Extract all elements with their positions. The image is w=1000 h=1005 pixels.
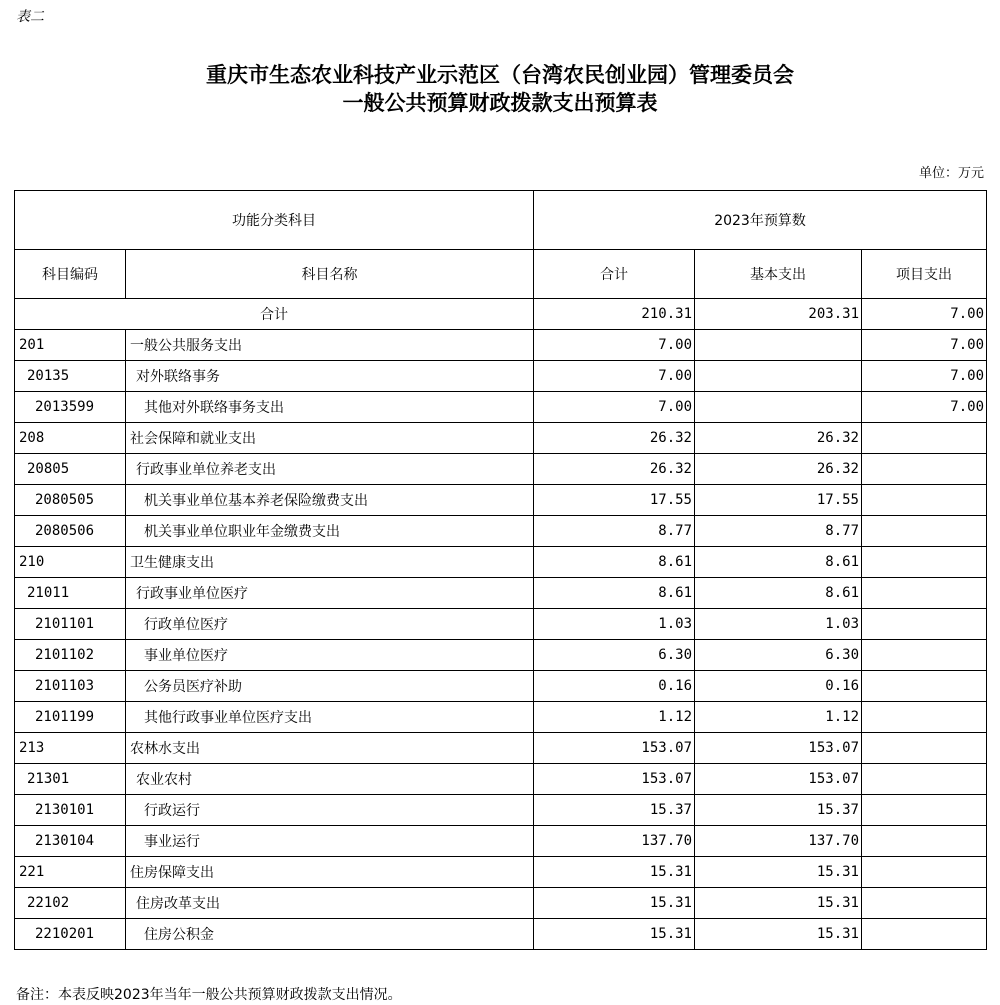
row-name: 农业农村 xyxy=(126,764,534,795)
row-total: 7.00 xyxy=(534,330,695,361)
row-code: 21301 xyxy=(15,764,126,795)
table-number-label: 表二 xyxy=(16,9,44,25)
row-code: 20135 xyxy=(15,361,126,392)
row-code: 2130104 xyxy=(15,826,126,857)
row-project: 7.00 xyxy=(862,392,987,423)
row-name: 行政事业单位医疗 xyxy=(126,578,534,609)
row-name: 对外联络事务 xyxy=(126,361,534,392)
row-project xyxy=(862,795,987,826)
budget-table xyxy=(14,190,987,950)
row-total: 8.61 xyxy=(534,578,695,609)
page-title-line-1: 重庆市生态农业科技产业示范区（台湾农民创业园）管理委员会 xyxy=(206,62,794,87)
row-code: 2101103 xyxy=(15,671,126,702)
row-project xyxy=(862,609,987,640)
row-code: 2130101 xyxy=(15,795,126,826)
row-total: 153.07 xyxy=(534,764,695,795)
table-row xyxy=(15,423,987,454)
row-code: 2080506 xyxy=(15,516,126,547)
row-project xyxy=(862,764,987,795)
row-basic: 8.77 xyxy=(695,516,862,547)
row-project xyxy=(862,857,987,888)
row-name: 其他行政事业单位医疗支出 xyxy=(126,702,534,733)
total-row-label: 合计 xyxy=(15,299,534,330)
header-column-row xyxy=(15,250,987,299)
row-total: 137.70 xyxy=(534,826,695,857)
table-row xyxy=(15,795,987,826)
row-total: 8.77 xyxy=(534,516,695,547)
row-code: 2101199 xyxy=(15,702,126,733)
row-basic: 15.37 xyxy=(695,795,862,826)
table-row xyxy=(15,578,987,609)
row-code: 22102 xyxy=(15,888,126,919)
row-project xyxy=(862,423,987,454)
row-basic xyxy=(695,330,862,361)
row-basic: 1.12 xyxy=(695,702,862,733)
row-project: 7.00 xyxy=(862,361,987,392)
table-row xyxy=(15,609,987,640)
table-row xyxy=(15,361,987,392)
table-row xyxy=(15,888,987,919)
row-total: 8.61 xyxy=(534,547,695,578)
row-code: 213 xyxy=(15,733,126,764)
table-row xyxy=(15,919,987,950)
row-basic: 26.32 xyxy=(695,454,862,485)
row-code: 210 xyxy=(15,547,126,578)
row-total: 0.16 xyxy=(534,671,695,702)
row-total: 1.12 xyxy=(534,702,695,733)
row-code: 2013599 xyxy=(15,392,126,423)
row-name: 事业运行 xyxy=(126,826,534,857)
header-functional-classification: 功能分类科目 xyxy=(15,191,534,250)
row-basic: 15.31 xyxy=(695,919,862,950)
column-header-total: 合计 xyxy=(534,250,695,299)
row-basic xyxy=(695,392,862,423)
footnote: 备注：本表反映2023年当年一般公共预算财政拨款支出情况。 xyxy=(16,987,402,1003)
total-row-total: 210.31 xyxy=(534,299,695,330)
row-total: 7.00 xyxy=(534,392,695,423)
row-basic: 8.61 xyxy=(695,578,862,609)
table-row xyxy=(15,764,987,795)
row-code: 2101102 xyxy=(15,640,126,671)
row-code: 2101101 xyxy=(15,609,126,640)
table-row xyxy=(15,516,987,547)
row-name: 公务员医疗补助 xyxy=(126,671,534,702)
header-group-row xyxy=(15,191,987,250)
table-row xyxy=(15,485,987,516)
row-basic xyxy=(695,361,862,392)
table-row xyxy=(15,733,987,764)
row-name: 行政事业单位养老支出 xyxy=(126,454,534,485)
table-row xyxy=(15,857,987,888)
row-code: 208 xyxy=(15,423,126,454)
row-basic: 8.61 xyxy=(695,547,862,578)
row-basic: 0.16 xyxy=(695,671,862,702)
row-name: 住房保障支出 xyxy=(126,857,534,888)
row-basic: 15.31 xyxy=(695,888,862,919)
row-project xyxy=(862,919,987,950)
row-name: 农林水支出 xyxy=(126,733,534,764)
row-name: 事业单位医疗 xyxy=(126,640,534,671)
header-budget-2023: 2023年预算数 xyxy=(534,191,987,250)
row-total: 26.32 xyxy=(534,454,695,485)
table-row xyxy=(15,454,987,485)
row-project: 7.00 xyxy=(862,330,987,361)
row-name: 机关事业单位职业年金缴费支出 xyxy=(126,516,534,547)
row-total: 153.07 xyxy=(534,733,695,764)
row-basic: 153.07 xyxy=(695,764,862,795)
row-project xyxy=(862,888,987,919)
row-name: 行政单位医疗 xyxy=(126,609,534,640)
row-project xyxy=(862,733,987,764)
row-code: 20805 xyxy=(15,454,126,485)
row-project xyxy=(862,826,987,857)
row-project xyxy=(862,702,987,733)
table-row xyxy=(15,640,987,671)
row-basic: 15.31 xyxy=(695,857,862,888)
column-header-project: 项目支出 xyxy=(862,250,987,299)
unit-label: 单位：万元 xyxy=(918,166,984,181)
row-total: 6.30 xyxy=(534,640,695,671)
row-basic: 26.32 xyxy=(695,423,862,454)
column-header-name: 科目名称 xyxy=(126,250,534,299)
row-name: 住房公积金 xyxy=(126,919,534,950)
row-basic: 153.07 xyxy=(695,733,862,764)
row-total: 26.32 xyxy=(534,423,695,454)
row-code: 221 xyxy=(15,857,126,888)
row-total: 1.03 xyxy=(534,609,695,640)
total-row-basic: 203.31 xyxy=(695,299,862,330)
row-name: 住房改革支出 xyxy=(126,888,534,919)
row-project xyxy=(862,516,987,547)
row-name: 社会保障和就业支出 xyxy=(126,423,534,454)
row-name: 卫生健康支出 xyxy=(126,547,534,578)
row-total: 17.55 xyxy=(534,485,695,516)
row-name: 其他对外联络事务支出 xyxy=(126,392,534,423)
row-code: 201 xyxy=(15,330,126,361)
table-row xyxy=(15,671,987,702)
row-name: 行政运行 xyxy=(126,795,534,826)
table-row xyxy=(15,702,987,733)
row-project xyxy=(862,547,987,578)
row-basic: 6.30 xyxy=(695,640,862,671)
row-total: 15.31 xyxy=(534,857,695,888)
table-row xyxy=(15,826,987,857)
row-project xyxy=(862,640,987,671)
row-basic: 17.55 xyxy=(695,485,862,516)
row-total: 15.37 xyxy=(534,795,695,826)
row-basic: 1.03 xyxy=(695,609,862,640)
table-row xyxy=(15,330,987,361)
row-name: 机关事业单位基本养老保险缴费支出 xyxy=(126,485,534,516)
row-name: 一般公共服务支出 xyxy=(126,330,534,361)
row-code: 21011 xyxy=(15,578,126,609)
row-code: 2080505 xyxy=(15,485,126,516)
row-project xyxy=(862,485,987,516)
row-total: 7.00 xyxy=(534,361,695,392)
table-row xyxy=(15,392,987,423)
row-basic: 137.70 xyxy=(695,826,862,857)
row-code: 2210201 xyxy=(15,919,126,950)
row-project xyxy=(862,454,987,485)
row-total: 15.31 xyxy=(534,888,695,919)
total-row-project: 7.00 xyxy=(862,299,987,330)
page-title-line-2: 一般公共预算财政拨款支出预算表 xyxy=(342,90,658,115)
column-header-code: 科目编码 xyxy=(15,250,126,299)
total-row xyxy=(15,299,987,330)
row-project xyxy=(862,578,987,609)
row-project xyxy=(862,671,987,702)
row-total: 15.31 xyxy=(534,919,695,950)
table-row xyxy=(15,547,987,578)
column-header-basic: 基本支出 xyxy=(695,250,862,299)
